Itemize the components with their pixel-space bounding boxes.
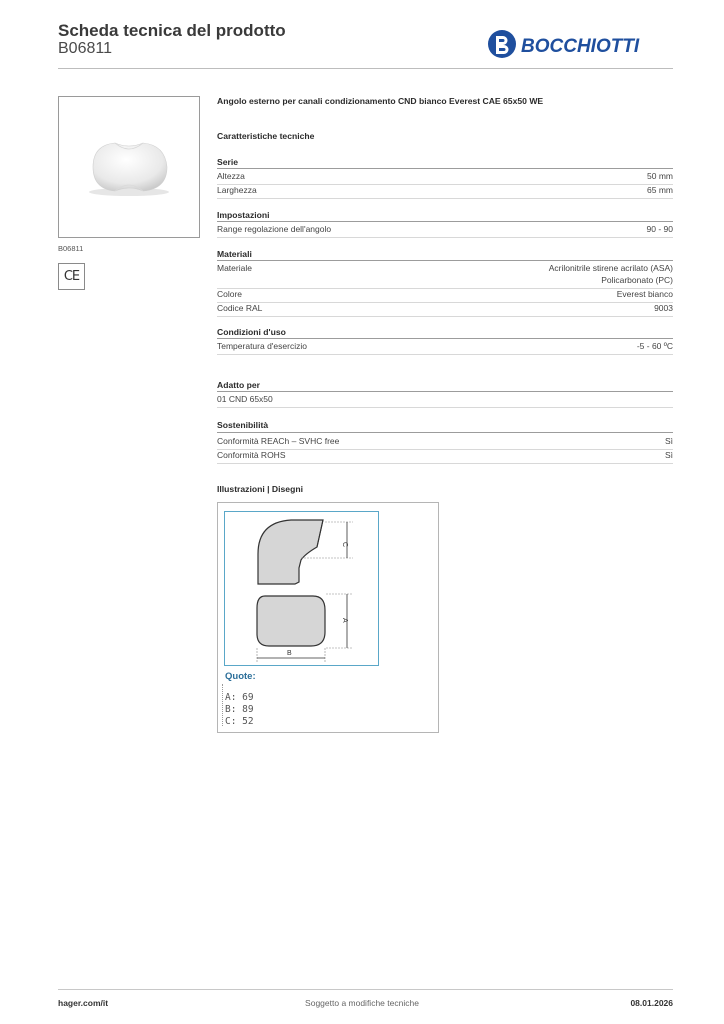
spec-row: [217, 171, 673, 185]
footer-note: Soggetto a modifiche tecniche: [305, 998, 419, 1008]
spec-key: Larghezza: [217, 185, 257, 195]
spec-row: [217, 289, 673, 303]
photo-caption-code: B06811: [58, 244, 84, 253]
spec-row: [217, 394, 673, 408]
section-rule: [217, 432, 673, 433]
product-photo-icon: [59, 97, 199, 237]
quote-line: A: 69: [225, 692, 254, 703]
section-rule: [217, 391, 673, 392]
spec-value: Sì: [664, 436, 673, 446]
spec-key: 01 CND 65x50: [217, 394, 273, 404]
technical-drawing: [224, 511, 379, 666]
spec-row: [217, 263, 673, 289]
section-title-serie: Serie: [217, 157, 239, 167]
spec-row: [217, 303, 673, 317]
spec-key: Temperatura d'esercizio: [217, 341, 307, 351]
spec-value-secondary: Policarbonato (PC): [601, 275, 673, 285]
bocchiotti-logo: [487, 28, 673, 60]
specs-heading: Caratteristiche tecniche: [217, 131, 315, 141]
footer-divider: [58, 989, 673, 990]
footer-site-link[interactable]: hager.com/it: [58, 998, 109, 1008]
section-title-sostenibilita: Sostenibilità: [217, 420, 269, 430]
quote-line: B: 89: [225, 704, 254, 715]
spec-row: [217, 224, 673, 238]
section-title-materiali: Materiali: [217, 249, 252, 259]
section-rule: [217, 221, 673, 222]
section-rule: [217, 338, 673, 339]
section-title-impostazioni: Impostazioni: [217, 210, 270, 220]
section-title-adatto: Adatto per: [217, 380, 260, 390]
spec-key: Conformità ROHS: [217, 450, 286, 460]
section-rule: [217, 168, 673, 169]
logo-text: BOCCHIOTTI: [521, 36, 640, 57]
spec-key: Conformità REACh – SVHC free: [217, 436, 340, 446]
product-photo: [58, 96, 200, 238]
spec-key: Range regolazione dell'angolo: [217, 224, 332, 234]
spec-value: 9003: [654, 303, 673, 313]
footer-date: 08.01.2026: [630, 998, 673, 1008]
spec-value: 90 - 90: [646, 224, 673, 234]
spec-value: 65 mm: [647, 185, 673, 195]
spec-value: -5 - 60 ºC: [636, 341, 673, 351]
quote-title: Quote:: [225, 671, 256, 682]
product-description: Angolo esterno per canali condizionamento CND bianco Everest CAE 65x50 WE: [217, 96, 544, 106]
spec-row: [217, 450, 673, 464]
spec-key: Codice RAL: [217, 303, 263, 313]
spec-row: [217, 185, 673, 199]
spec-value: Acrilonitrile stirene acrilato (ASA): [548, 263, 673, 273]
product-code: B06811: [58, 40, 112, 57]
dim-label-c: C: [341, 542, 348, 548]
dim-label-b: B: [287, 650, 292, 657]
section-title-illustrazioni: Illustrazioni | Disegni: [217, 484, 303, 494]
spec-row: [217, 436, 673, 450]
corner-drawing-icon: [225, 512, 378, 665]
spec-key: Materiale: [217, 263, 252, 273]
quote-line: C: 52: [225, 716, 254, 727]
section-rule: [217, 260, 673, 261]
spec-row: [217, 341, 673, 355]
spec-key: Colore: [217, 289, 243, 299]
header-divider: [58, 68, 673, 69]
spec-key: Altezza: [217, 171, 245, 181]
dim-label-a: A: [341, 618, 348, 623]
ce-mark-icon: CE: [58, 263, 85, 290]
spec-value: Sì: [664, 450, 673, 460]
spec-value: 50 mm: [647, 171, 673, 181]
section-title-condizioni: Condizioni d'uso: [217, 327, 286, 337]
page-title: Scheda tecnica del prodotto: [58, 21, 286, 40]
spec-value: Everest bianco: [616, 289, 673, 299]
